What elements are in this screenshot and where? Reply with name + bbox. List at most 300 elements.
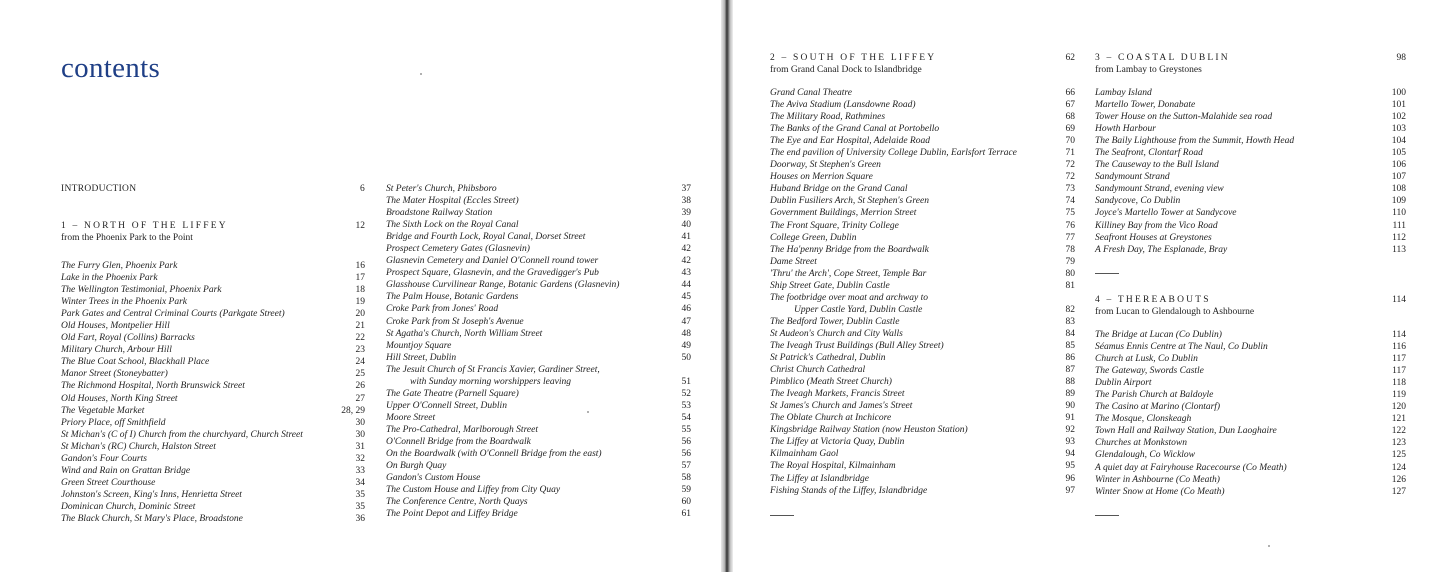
entry-title: Upper O'Connell Street, Dublin [386,400,507,411]
entry-title: Winter Trees in the Phoenix Park [61,297,188,308]
entry-title: St Peter's Church, Phibsboro [386,184,497,194]
toc-entry [386,460,691,472]
entry-page: 49 [681,340,691,351]
entry-page: 103 [1391,124,1406,135]
entry-page: 93 [1065,437,1075,448]
toc-entry [770,244,1075,256]
section-page: 62 [1065,53,1075,63]
toc-entry [61,260,365,272]
toc-entry [1095,111,1406,123]
entry-title: The Aviva Stadium (Lansdowne Road) [770,100,916,111]
entry-title: Broadstone Railway Station [386,208,493,219]
entry-page: 108 [1391,184,1406,195]
entry-title: The Point Depot and Liffey Bridge [386,509,518,520]
toc-entry [386,255,691,267]
entry-page: 125 [1391,450,1406,461]
section-north-of-the-liffey [61,220,365,525]
toc-entry [770,376,1075,388]
entry-title: Doorway, St Stephen's Green [770,160,881,171]
entry-title: The Eye and Ear Hospital, Adelaide Road [770,136,930,147]
entry-page: 90 [1065,401,1075,412]
entry-title: The Jesuit Church of St Francis Xavier, Gardiner Street, [386,364,600,375]
toc-entry [386,484,691,496]
entry-title: The Blue Coat School, Blackhall Place [61,357,210,368]
entry-title: The Gate Theatre (Parnell Square) [386,388,519,399]
toc-entry [61,332,365,344]
entry-title: Seafront Houses at Greystones [1095,232,1212,243]
entry-title: The Richmond Hospital, North Brunswick Street [61,381,245,392]
entry-title: Bridge and Fourth Lock, Royal Canal, Dorset Street [386,232,586,243]
toc-entry [1095,207,1406,219]
toc-entry [1095,135,1406,147]
entry-title: Government Buildings, Merrion Street [770,208,917,219]
section-heading [1095,52,1406,64]
entry-page: 44 [681,280,691,291]
toc-entry [386,424,691,436]
section-title: 4 – THEREABOUTS [1095,295,1211,305]
left-page [0,0,721,572]
toc-entry [386,316,691,328]
toc-entry [386,364,691,376]
entry-title: The Gateway, Swords Castle [1095,366,1204,377]
entry-page: 61 [681,509,691,520]
toc-entry [1095,462,1406,474]
entry-page: 113 [1392,244,1406,255]
toc-entry [1095,486,1406,498]
entry-page: 50 [681,352,691,363]
entry-page: 74 [1065,196,1075,207]
entry-page: 119 [1392,390,1406,401]
toc-entry [61,380,365,392]
toc-entry [1095,353,1406,365]
entry-page: 84 [1065,328,1075,339]
entry-page: 31 [355,441,365,452]
paper-speck [1268,545,1270,547]
entry-title: The Iveagh Markets, Francis Street [770,389,905,400]
toc-entry [1095,220,1406,232]
entry-page: 68 [1065,112,1075,123]
section-heading [61,220,365,232]
toc-entry [61,272,365,284]
toc-entry [386,328,691,340]
entry-page: 79 [1065,256,1075,267]
entry-page: 127 [1391,486,1406,497]
entry-title: Sandymount Strand [1095,172,1170,183]
toc-entry [770,159,1075,171]
entry-page: 48 [681,328,691,339]
entry-page: 22 [355,333,365,344]
entry-title: The Baily Lighthouse from the Summit, Howth Head [1095,136,1295,147]
entry-title: The Bridge at Lucan (Co Dublin) [1095,330,1222,340]
entry-page: 87 [1065,365,1075,376]
entry-title: Kilmainham Gaol [770,449,839,460]
toc-entry [770,111,1075,123]
entry-title: Grand Canal Theatre [770,88,852,98]
toc-entry [61,441,365,453]
entry-title: Dominican Church, Dominic Street [61,501,196,512]
entry-title: Church at Lusk, Co Dublin [1095,354,1198,365]
entry-title: St Michan's (RC) Church, Halston Street [61,441,216,452]
toc-entry [386,219,691,231]
entry-title: St Audeon's Church and City Walls [770,328,903,339]
toc-entry [61,417,365,429]
entry-page: 75 [1065,208,1075,219]
entry-title: The Pro-Cathedral, Marlborough Street [386,424,538,435]
introduction-page: 6 [359,184,365,194]
entry-title: Dublin Airport [1095,378,1152,389]
toc-entry [1095,147,1406,159]
entry-title: The Conference Centre, North Quays [386,497,528,508]
entry-page: 104 [1391,136,1406,147]
right-page [733,0,1445,572]
toc-entry [386,376,691,388]
toc-entry [1095,123,1406,135]
entry-title: The Wellington Testimonial, Phoenix Park [61,285,222,296]
entry-page: 30 [355,429,365,440]
entry-page: 43 [681,268,691,279]
entry-page: 53 [681,400,691,411]
entry-page: 82 [1065,304,1075,315]
entry-title: St Michan's (C of I) Church from the churchyard, Church Street [61,429,303,440]
entry-page: 36 [355,513,365,524]
toc-entry [386,195,691,207]
entry-title: Gandon's Four Courts [61,453,147,464]
entry-page: 45 [681,292,691,303]
toc-entry [770,352,1075,364]
entry-title: Croke Park from St Joseph's Avenue [386,316,524,327]
entry-title: St James's Church and James's Street [770,401,913,412]
entry-title: The Liffey at Islandbridge [770,473,869,484]
entry-title: The Banks of the Grand Canal at Portobello [770,124,940,135]
toc-entry [770,424,1075,436]
toc-entry [770,304,1075,316]
entry-page: 118 [1392,378,1406,389]
entry-title: The Front Square, Trinity College [770,220,899,231]
entry-title: Lake in the Phoenix Park [61,273,158,284]
entry-page: 41 [681,232,691,243]
entry-title: Glendalough, Co Wicklow [1095,450,1196,461]
section-end-rule [1095,273,1119,274]
entry-list [1095,329,1406,498]
entry-list [386,183,691,520]
toc-entry [1095,377,1406,389]
entry-title: Sandycove, Co Dublin [1095,196,1181,207]
entry-page: 25 [355,369,365,380]
entry-page: 117 [1392,366,1406,377]
entry-title: Dublin Fusiliers Arch, St Stephen's Green [770,196,929,207]
entry-page: 105 [1391,148,1406,159]
entry-title: Moore Street [386,412,436,423]
toc-entry [770,135,1075,147]
entry-page: 88 [1065,377,1075,388]
toc-entry [770,280,1075,292]
toc-entry [770,195,1075,207]
entry-page: 16 [355,261,365,271]
section-coastal-dublin [1095,52,1406,256]
entry-title: The Royal Hospital, Kilmainham [770,461,896,472]
entry-title: Hill Street, Dublin [386,352,457,363]
toc-entry [1095,365,1406,377]
toc-entry [386,400,691,412]
entry-page: 100 [1391,88,1406,98]
entry-page: 17 [355,273,365,284]
section-page: 12 [355,221,365,231]
entry-page: 122 [1391,426,1406,437]
entry-title: Gandon's Custom House [386,473,481,484]
entry-page: 107 [1391,172,1406,183]
entry-title: The Liffey at Victoria Quay, Dublin [770,437,905,448]
toc-entry [770,207,1075,219]
entry-title: Winter in Ashbourne (Co Meath) [1095,474,1220,485]
entry-page: 102 [1391,112,1406,123]
toc-entry [386,436,691,448]
toc-entry [61,284,365,296]
toc-entry [770,232,1075,244]
entry-title: The Mosque, Clonskeagh [1095,414,1192,425]
toc-entry [1095,183,1406,195]
entry-page: 33 [355,465,365,476]
entry-title: Priory Place, off Smithfield [61,417,166,428]
toc-entry [386,207,691,219]
entry-title: On the Boardwalk (with O'Connell Bridge from the east) [386,449,602,460]
entry-page: 112 [1392,232,1406,243]
paper-speck [587,411,589,413]
entry-page: 89 [1065,389,1075,400]
entry-page: 56 [681,436,691,447]
entry-page: 95 [1065,461,1075,472]
entry-page: 86 [1065,353,1075,364]
entry-title: Huband Bridge on the Grand Canal [770,184,908,195]
entry-page: 91 [1065,413,1075,424]
entry-page: 52 [681,388,691,399]
entry-title: A quiet day at Fairyhouse Racecourse (Co Meath) [1095,462,1287,473]
entry-title: Churches at Monkstown [1095,438,1188,449]
toc-entry [61,429,365,441]
toc-entry [61,368,365,380]
entry-title: The footbridge over moat and archway to [770,292,928,303]
section-thereabouts [1095,294,1406,498]
entry-page: 110 [1392,208,1406,219]
toc-entry [61,356,365,368]
entry-page: 37 [681,184,691,194]
toc-entry [770,87,1075,99]
book-gutter [721,0,733,572]
entry-title: Kingsbridge Railway Station (now Heuston Station) [770,425,968,436]
entry-page: 69 [1065,124,1075,135]
entry-title: Manor Street (Stoneybatter) [61,369,168,380]
toc-entry [61,405,365,417]
entry-page: 51 [681,376,691,387]
entry-title: 'Thru' the Arch', Cope Street, Temple Bar [770,268,927,279]
toc-entry [770,316,1075,328]
entry-title: The Seafront, Clontarf Road [1095,148,1203,159]
entry-page: 24 [355,357,365,368]
section-subtitle: from Lambay to Greystones [1095,65,1202,75]
toc-entry [386,352,691,364]
toc-entry [1095,195,1406,207]
entry-title: St Patrick's Cathedral, Dublin [770,353,886,364]
entry-page: 57 [681,461,691,472]
entry-page: 81 [1065,280,1075,291]
entry-list [770,87,1075,497]
section-subtitle: from Grand Canal Dock to Islandbridge [770,65,922,75]
entry-page: 83 [1065,316,1075,327]
toc-entry [386,243,691,255]
toc-entry [770,364,1075,376]
entry-page: 76 [1065,220,1075,231]
entry-title: Lambay Island [1095,88,1152,98]
toc-entry [1095,232,1406,244]
entry-page: 85 [1065,340,1075,351]
toc-entry [386,508,691,520]
entry-title: Killiney Bay from the Vico Road [1095,220,1218,231]
toc-entry [386,472,691,484]
entry-page: 35 [355,489,365,500]
entry-title: Houses on Merrion Square [770,172,873,183]
entry-title: Johnston's Screen, King's Inns, Henrietta Street [61,489,242,500]
entry-title: The Black Church, St Mary's Place, Broadstone [61,513,243,524]
section-title: 3 – COASTAL DUBLIN [1095,53,1230,63]
entry-page: 39 [681,208,691,219]
entry-page: 78 [1065,244,1075,255]
toc-entry [1095,449,1406,461]
entry-page: 23 [355,345,365,356]
section-page: 98 [1396,53,1406,63]
section-subtitle: from the Phoenix Park to the Point [61,233,193,243]
toc-entry [61,320,365,332]
entry-title: Park Gates and Central Criminal Courts (Parkgate Street) [61,309,285,320]
toc-entry [1095,413,1406,425]
toc-entry [386,303,691,315]
entry-title: The Ha'penny Bridge from the Boardwalk [770,244,929,255]
entry-title: The Vegetable Market [61,405,145,416]
toc-entry [1095,341,1406,353]
entry-page: 123 [1391,438,1406,449]
entry-title: Sandymount Strand, evening view [1095,184,1224,195]
entry-title: The end pavilion of University College Dublin, Earlsfort Terrace [770,148,1017,159]
entry-page: 111 [1392,220,1406,231]
entry-page: 121 [1391,414,1406,425]
section-title: 1 – NORTH OF THE LIFFEY [61,221,228,231]
entry-title: The Casino at Marino (Clontarf) [1095,402,1221,413]
toc-entry [1095,159,1406,171]
entry-title: Town Hall and Railway Station, Dun Laoghaire [1095,426,1277,437]
entry-title: The Parish Church at Baldoyle [1095,390,1214,401]
entry-page: 47 [681,316,691,327]
entry-page: 56 [681,449,691,460]
toc-entry [61,501,365,513]
toc-entry [770,460,1075,472]
entry-page: 21 [355,321,365,332]
toc-entry [386,496,691,508]
toc-entry [770,292,1075,304]
entry-title: Christ Church Cathedral [770,365,866,376]
entry-page: 19 [355,297,365,308]
entry-page: 97 [1065,485,1075,496]
toc-entry [61,453,365,465]
toc-entry [386,412,691,424]
toc-entry [1095,425,1406,437]
entry-title: The Iveagh Trust Buildings (Bull Alley Street) [770,340,944,351]
toc-entry [386,183,691,195]
entry-page: 32 [355,453,365,464]
toc-entry [1095,171,1406,183]
entry-title: Prospect Square, Glasnevin, and the Gravedigger's Pub [386,268,599,279]
entry-page: 66 [1065,88,1075,98]
entry-page: 72 [1065,172,1075,183]
toc-entry [61,489,365,501]
toc-entry [770,328,1075,340]
entry-page: 42 [681,244,691,255]
toc-entry [770,123,1075,135]
entry-title: The Custom House and Liffey from City Quay [386,485,561,496]
toc-entry [770,448,1075,460]
entry-page: 67 [1065,100,1075,111]
toc-entry [386,340,691,352]
introduction-label: INTRODUCTION [61,184,137,194]
entry-page: 28, 29 [341,405,365,416]
entry-page: 94 [1065,449,1075,460]
entry-page: 101 [1391,100,1406,111]
entry-page: 55 [681,424,691,435]
entry-page: 117 [1392,354,1406,365]
toc-entry [1095,329,1406,341]
entry-title: Prospect Cemetery Gates (Glasnevin) [386,244,530,255]
toc-entry [770,147,1075,159]
toc-entry [61,393,365,405]
entry-title: College Green, Dublin [770,232,857,243]
entry-page: 30 [355,417,365,428]
toc-entry [386,388,691,400]
entry-page: 34 [355,477,365,488]
section-title: 2 – SOUTH OF THE LIFFEY [770,53,937,63]
toc-entry [61,477,365,489]
entry-page: 38 [681,196,691,207]
toc-entry [386,231,691,243]
entry-title: Wind and Rain on Grattan Bridge [61,465,191,476]
entry-page: 26 [355,381,365,392]
entry-page: 59 [681,485,691,496]
entry-page: 120 [1391,402,1406,413]
toc-entry [386,291,691,303]
entry-title: The Military Road, Rathmines [770,112,886,123]
entry-page: 116 [1392,342,1406,353]
toc-entry [1095,99,1406,111]
entry-page: 96 [1065,473,1075,484]
entry-page: 40 [681,220,691,231]
entry-page: 35 [355,501,365,512]
toc-entry [770,99,1075,111]
entry-title: Military Church, Arbour Hill [61,345,172,356]
entry-page: 46 [681,304,691,315]
entry-title: The Oblate Church at Inchicore [770,413,892,424]
toc-entry [1095,401,1406,413]
entry-page: 54 [681,412,691,423]
entry-page: 114 [1392,330,1406,340]
entry-title: On Burgh Quay [386,461,447,472]
entry-title: St Agatha's Church, North William Street [386,328,543,339]
entry-page: 80 [1065,268,1075,279]
toc-entry [770,388,1075,400]
toc-entry [770,268,1075,280]
toc-entry [1095,244,1406,256]
toc-entry [386,279,691,291]
entry-page: 109 [1391,196,1406,207]
entry-title: with Sunday morning worshippers leaving [410,376,571,387]
entry-list [1095,87,1406,256]
entry-page: 18 [355,285,365,296]
entry-title: Tower House on the Sutton-Malahide sea road [1095,112,1273,123]
